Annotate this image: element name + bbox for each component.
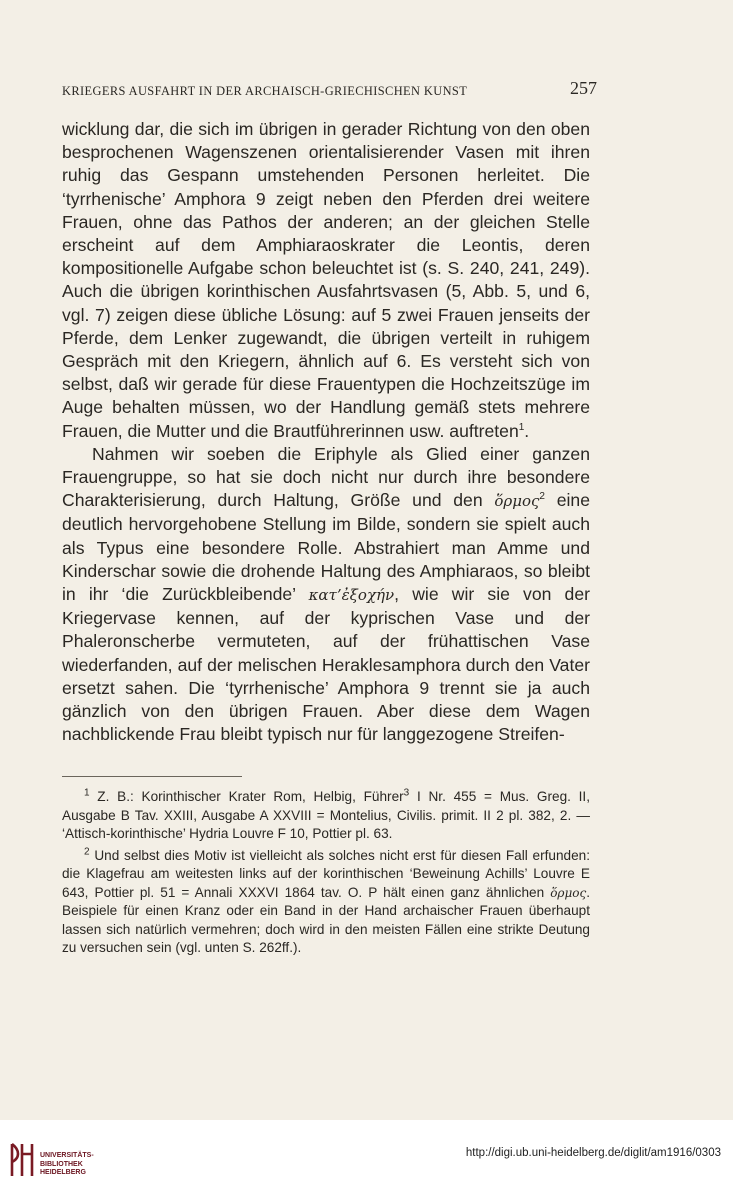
footnote-2-text-b: . Beispiele für einen Kranz oder ein Band in der Hand archaischer Frauen überhaupt lassen sich natürlich vermehren; doch wird in den meisten Fällen eine strikte Deutung zu versuchen sein (vgl. unten S. 262ff.). xyxy=(62,884,590,955)
library-logo-text: UNIVERSITÄTS- BIBLIOTHEK HEIDELBERG xyxy=(40,1152,94,1176)
footnote-1-text: Z. B.: Korinthischer Krater Rom, Helbig, Führer xyxy=(89,789,404,804)
footnote-2-greek: ὅρμος xyxy=(550,885,587,900)
library-logo-link[interactable] xyxy=(8,1140,118,1184)
footnote-2-mark: 2 xyxy=(84,845,90,857)
page-number: 257 xyxy=(570,78,597,98)
paragraph-2-text-b: eine deutlich hervorgehobene Stellung im Bilde, sondern sie spielt auch als Typus eine besondere Rolle. Abstrahiert man Amme und Kinderschar sowie die drohende Haltung des Amphiaraos, so bleibt in ihr ‘die Zurückbleibende’ xyxy=(62,490,591,605)
footnote-1-mark: 1 xyxy=(84,787,90,799)
footnote-2 xyxy=(62,847,590,958)
footer-bar xyxy=(0,1120,733,1192)
greek-word-hormos: ὅρμος xyxy=(494,492,540,511)
permalink-url[interactable]: http://digi.ub.uni-heidelberg.de/diglit/am1916/0303 xyxy=(465,1147,721,1159)
running-title: KRIEGERS AUSFAHRT IN DER ARCHAISCH-GRIECHISCHEN KUNST xyxy=(62,84,468,98)
paragraph-2-text-a: Nahmen wir soeben die Eriphyle als Glied einer ganzen Frauengruppe, so hat sie doch nicht nur durch ihre besondere Charakterisierung, durch Haltung, Größe und den xyxy=(62,443,590,511)
paragraph-2-text-c: , wie wir sie von der Kriegervase kennen, auf der kyprischen Vase und der Phaleronscherbe vermuteten, auf der frühattischen Vase wiederfanden, auf der melischen Heraklesamphora durch den Vater ersetzt sahen. Die ‘tyrrhenische’ Amphora 9 trennt sie ja auch gänzlich von den übrigen Frauen. Aber diese dem Wagen nachblickende Frau bleibt typisch nur für langgezogene Streifen- xyxy=(62,584,590,745)
footnote-1-text-b: I Nr. 455 = Mus. Greg. II, Ausgabe B Tav. XXIII, Ausgabe A XXVIII = Montelius, Civilis. primit. II 2 pl. 382, 2. — ‘Attisch-korinthische’ Hydria Louvre F 10, Pottier pl. 63. xyxy=(62,789,590,841)
footnote-ref-1: 1 xyxy=(518,421,525,433)
paragraph-1-end: . xyxy=(524,420,530,441)
paragraph-1-text: wicklung dar, die sich im übrigen in gerader Richtung von den oben besprochenen Wagenszenen orientalisierender Vasen mit ihren ruhig das Gespann umstehenden Personen herleitet. Die ‘tyrrhenische’ Amphora 9 zeigt neben den Pferden drei weitere Frauen, ohne das Pathos der anderen; an der gleichen Stelle erscheint auf dem Amphiaraoskrater die Leontis, deren kompositionelle Aufgabe schon beleuchtet ist (s. S. 240, 241, 249). Auch die übrigen korinthischen Ausfahrtsvasen (5, Abb. 5, und 6, vgl. 7) zeigen diese übliche Lösung: auf 5 zwei Frauen jenseits der Pferde, dem Lenker zugewandt, die übrigen verteilt in ruhigem Gespräch mit den Kriegern, ähnlich auf 6. Es versteht sich von selbst, daß wir gerade für diese Frauentypen die Hochzeitszüge im Auge behalten müssen, wo der Handlung gemäß stets mehrere Frauen, die Mutter und die Brautführerinnen usw. auftreten xyxy=(62,119,590,441)
footnote-ref-2: 2 xyxy=(539,491,545,503)
footnote-divider xyxy=(62,776,242,777)
footnote-1 xyxy=(62,788,590,844)
greek-phrase-kat-exochen: κατ’ἐξοχήν xyxy=(308,586,395,605)
footnotes xyxy=(62,788,590,958)
body-text xyxy=(62,118,590,746)
paragraph-2 xyxy=(62,443,590,747)
footnote-1-sup: 3 xyxy=(403,787,410,799)
paragraph-1 xyxy=(62,118,590,443)
library-logo-icon xyxy=(8,1140,36,1180)
footnote-2-text-a: Und selbst dies Motiv ist vielleicht als solches nicht erst für diesen Fall erfunden: die Klagefrau am weitesten links auf der korinthischen ‘Beweinung Achills’ Louvre E 643, Pottier pl. 51 = Annali XXXVI 1864 tav. O. P hält einen ganz ähnlichen xyxy=(62,847,590,900)
